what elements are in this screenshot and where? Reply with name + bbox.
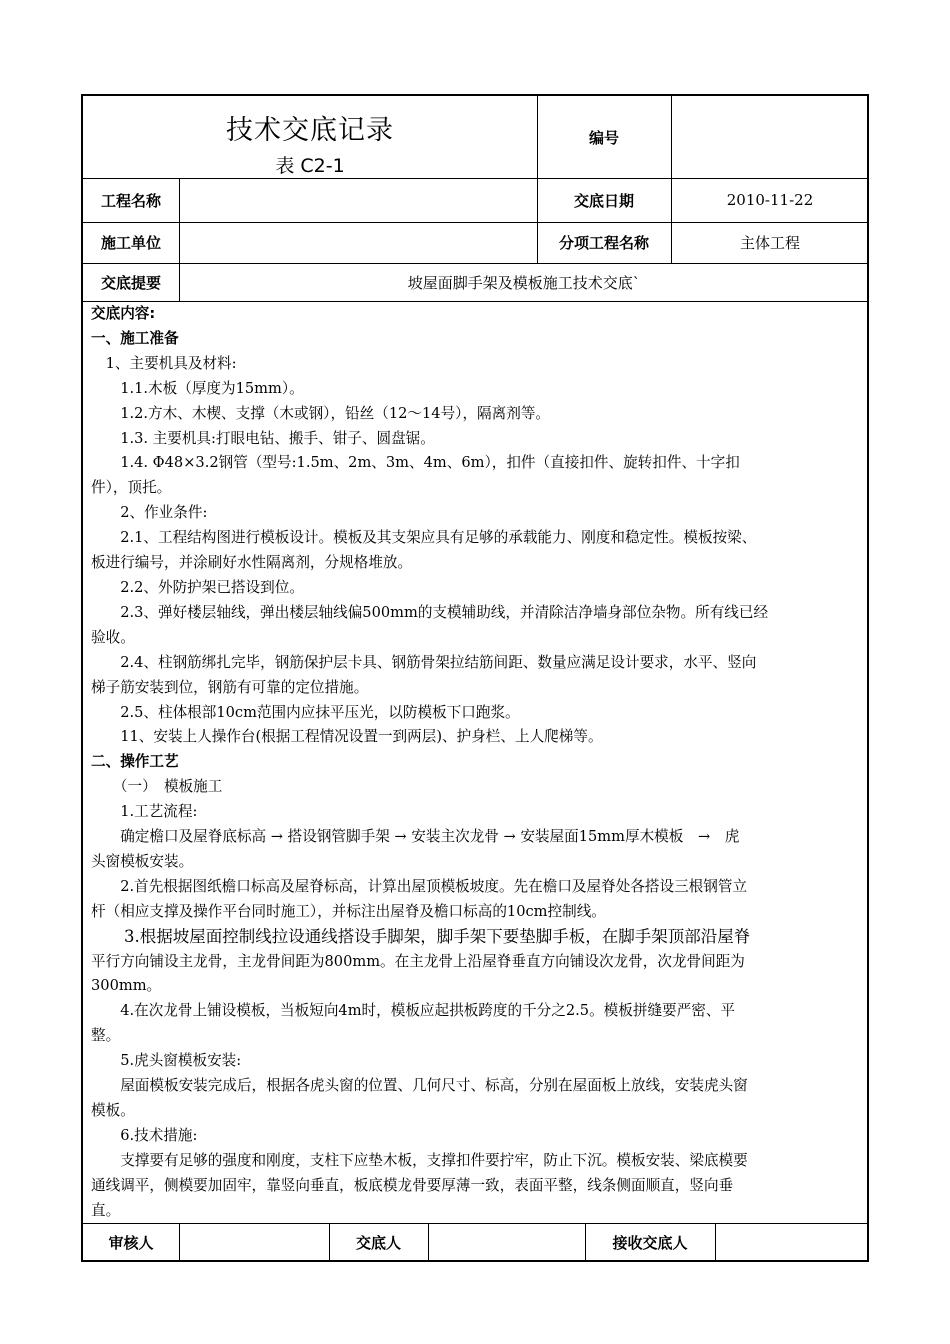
content-line: 模板。 (91, 1102, 135, 1119)
content-line: 1、主要机具及材料: (91, 354, 237, 372)
content-line: 杆（相应支撑及操作平台同时施工），并标注出屋脊及檐口标高的10cm控制线。 (91, 902, 606, 920)
content-line: 2、作业条件: (91, 504, 208, 522)
receiver-label: 接收交底人 (612, 1234, 688, 1252)
unit-field[interactable] (179, 222, 537, 263)
reviewer-label: 审核人 (108, 1234, 154, 1252)
disclosure-content (91, 302, 857, 1224)
presenter-field[interactable] (428, 1223, 585, 1262)
content-line: 屋面模板安装完成后，根据各虎头窗的位置、几何尺寸、标高，分别在屋面板上放线，安装虎头窗 (91, 1077, 748, 1095)
technical-disclosure-form (81, 94, 869, 1262)
content-line: 1.2.方木、木楔、支撑（木或钢），铅丝（12～14号），隔离剂等。 (91, 404, 551, 422)
form-number: 表 C2-1 (275, 155, 345, 177)
content-line: 2.2、外防护架已搭设到位。 (91, 578, 304, 596)
sub-project-field[interactable]: 主体工程 (739, 234, 800, 252)
section-heading: 二、操作工艺 (91, 753, 179, 771)
content-line: 板进行编号，并涂刷好水性隔离剂，分规格堆放。 (91, 554, 413, 572)
content-line: 1.4. Φ48×3.2钢管（型号:1.5m、2m、3m、4m、6m），扣件（直接扣件、旋转扣件、十字扣 (91, 454, 740, 472)
content-line: 梯子筋安装到位，钢筋有可靠的定位措施。 (91, 678, 369, 696)
content-line: 2.3、弹好楼层轴线，弹出楼层轴线偏500mm的支模辅助线，并清除洁净墙身部位杂物。所有线已经 (91, 603, 769, 621)
content-line: （一） 模板施工 (91, 778, 223, 796)
receiver-field[interactable] (715, 1223, 869, 1262)
content-line: 头窗模板安装。 (91, 852, 194, 870)
content-line: 4.在次龙骨上铺设模板，当板短向4m时，模板应起拱板跨度的千分之2.5。模板拼缝要严密、平 (91, 1002, 736, 1020)
content-line: 交底内容: (91, 305, 156, 322)
form-title: 技术交底记录 (226, 115, 394, 146)
content-line: 整。 (91, 1027, 121, 1045)
content-line: 11、安装上人操作台(根据工程情况设置一到两层)、护身栏、上人爬梯等。 (91, 728, 603, 746)
content-line: 确定檐口及屋脊底标高 → 搭设钢管脚手架 → 安装主次龙骨 → 安装屋面15mm厚木模板 → 虎 (91, 828, 740, 846)
content-line: 2.4、柱钢筋绑扎完毕，钢筋保护层卡具、钢筋骨架拉结筋间距、数量应满足设计要求，水平、竖向 (91, 653, 757, 671)
section-heading: 一、施工准备 (91, 329, 179, 347)
summary-label: 交底提要 (100, 273, 161, 292)
number-label: 编号 (588, 128, 619, 147)
number-field[interactable] (671, 96, 869, 178)
summary-field[interactable]: 坡屋面脚手架及模板施工技术交底` (407, 273, 641, 292)
content-line: 验收。 (91, 628, 135, 646)
content-line: 通线调平，侧模要加固牢，靠竖向垂直，板底模龙骨要厚薄一致，表面平整，线条侧面顺直，竖向垂 (91, 1176, 734, 1194)
content-line: 1.3. 主要机具:打眼电钻、搬手、钳子、圆盘锯。 (91, 429, 435, 447)
reviewer-field[interactable] (179, 1223, 329, 1262)
content-line: 300mm。 (91, 977, 162, 995)
content-line: 5.虎头窗模板安装: (91, 1052, 242, 1070)
content-line: 平行方向铺设主龙骨，主龙骨间距为800mm。在主龙骨上沿屋脊垂直方向铺设次龙骨，次龙骨间距为 (91, 952, 745, 970)
content-line: 2.首先根据图纸檐口标高及屋脊标高，计算出屋顶模板坡度。先在檐口及屋脊处各搭设三根钢管立 (91, 877, 748, 895)
project-name-field[interactable] (179, 178, 537, 222)
content-line: 2.5、柱体根部10cm范围内应抹平压光，以防模板下口跑浆。 (91, 703, 520, 721)
content-line: 3.根据坡屋面控制线拉设通线搭设手脚架，脚手架下要垫脚手板，在脚手架顶部沿屋脊 (91, 926, 751, 946)
content-line: 2.1、工程结构图进行模板设计。模板及其支架应具有足够的承载能力、刚度和稳定性。模板按梁、 (91, 529, 757, 547)
project-name-label: 工程名称 (100, 191, 161, 210)
content-line: 1.工艺流程: (91, 803, 198, 821)
unit-label: 施工单位 (100, 234, 161, 252)
content-line: 6.技术措施: (91, 1126, 198, 1144)
date-field[interactable]: 2010-11-22 (726, 191, 814, 209)
content-line: 直。 (91, 1201, 121, 1219)
content-line: 1.1.木板（厚度为15mm）。 (91, 379, 304, 397)
date-label: 交底日期 (573, 191, 634, 210)
presenter-label: 交底人 (355, 1234, 401, 1252)
content-line: 支撑要有足够的强度和刚度，支柱下应垫木板，支撑扣件要拧牢，防止下沉。模板安装、梁底模要 (91, 1151, 748, 1169)
sub-project-label: 分项工程名称 (558, 234, 649, 252)
content-line: 件），顶托。 (91, 479, 172, 497)
